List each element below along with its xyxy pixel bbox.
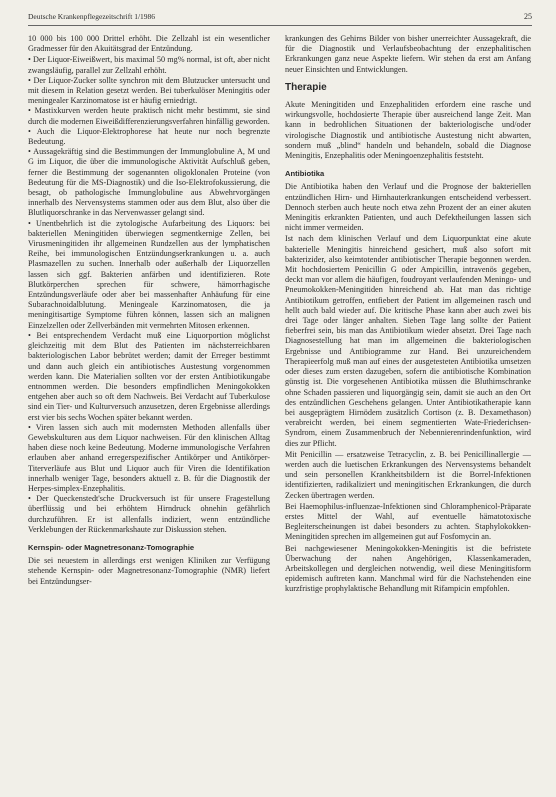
list-item: • Der Liquor-Zucker sollte synchron mit dem Blutzucker untersucht und mit diesem in Relation gesetzt werden. Bei tuberkulöser Meningitis oder meningealer Karzinomatose ist er häufig erniedrigt. xyxy=(28,76,270,107)
list-item: • Aussagekräftig sind die Bestimmungen der Immunglobuline A, M und G im Liquor, die über die immunologische Aktivität Aufschluß geben, ferner die Bestimmung der sogenannten oligoklonalen Proteine (von Bedeutung für die MS-Diagnostik) und die Iso-Elektrofokussierung, die besagt, ob pathologische Immunglobuline aus Abwehrvorgängen innerhalb des Nervensystems stammen oder aus dem Blut, also über die Blutliquorschranke in das Nervenwasser gelangt sind. xyxy=(28,147,270,218)
list-item: • Viren lassen sich auch mit modernsten Methoden allenfalls über Gewebskulturen aus dem Liquor nachweisen. Für den klinischen Alltag haben diese noch keine Bedeutung. Moderne immunologische Verfahren erlauben aber anhand erregerspezifischer Antikörper und Antikörper-Titerverläufe aus Blut und Liquor auch für Viren die Identifikation innerhalb weniger Tage, besonders aktuell z. B. für die Diagnostik der Herpes-simplex-Enzephalitis. xyxy=(28,423,270,494)
right-intro-paragraph: krankungen des Gehirns Bilder von bisher unerreichter Aussagekraft, die für die Diagnostik und Verlaufsbeobachtung der enzephalitischen Erkrankungen ganz neue Aspekte liefern. Wir stehen da erst am Anfang neuer Einsichten und Entwicklungen. xyxy=(285,34,531,74)
list-item: • Unentbehrlich ist die zytologische Aufarbeitung des Liquors: bei bakteriellen Meningitiden überwiegen segmentkernige Zellen, bei Virusmeningitiden ihr allgemeinen Rundzellen aus der lymphatischen Reihe, bei immunologischen Entzündungserkrankungen u. a. auch Plasmazellen zu suchen. Innerhalb oder außerhalb der Liquorzellen lassen sich ggf. Bakterien anfärben und identifizieren. Rote Blutkörperchen sprechen für schwere, hämorrhagische Entzündungsverläufe oder aber bei massenhafter Anhäufung für eine Subarachnoidalblutung. Meningeale Karzinomatosen, die ja meningitisartige Symptome führen können, lassen sich an malignen Einzelzellen oder Zellverbänden mit vermehrten Mitosen erkennen. xyxy=(28,219,270,331)
antibiotika-paragraph: Bei Haemophilus-influenzae-Infektionen sind Chloramphenicol-Präparate erstes Mittel der Wahl, auf eventuelle hämatotoxische Begleiterscheinungen ist dabei besonders zu achten. Staphylokokken-Meningitiden sprechen im allgemeinen gut auf Fosfomycin an. xyxy=(285,501,531,542)
list-item: • Mastixkurven werden heute praktisch nicht mehr bestimmt, sie sind durch die modernen Eiweißdifferenzierungsverfahren hinfällig geworden. xyxy=(28,106,270,126)
left-intro-paragraph: 10 000 bis 100 000 Drittel erhöht. Die Zellzahl ist ein wesentlicher Gradmesser für den Akuitätsgrad der Entzündung. xyxy=(28,34,270,54)
list-item: • Auch die Liquor-Elektrophorese hat heute nur noch begrenzte Bedeutung. xyxy=(28,127,270,147)
left-column xyxy=(28,34,270,588)
antibiotika-paragraph: Bei nachgewiesener Meningokokken-Meningitis ist die befristete Überwachung der nahen Angehörigen, Klassenkameraden, Arbeitskollegen und dergleichen notwendig, weil diese Meningitisform epidemisch auftreten kann. Manchmal wird für die Nachstehenden eine kurzfristige prophylaktische Behandlung mit Rifampicin empfohlen. xyxy=(285,543,531,594)
therapie-paragraph: Akute Meningitiden und Enzephalitiden erfordern eine rasche und wirkungsvolle, hochdosierte Therapie über ausreichend lange Zeit. Man kann in bedrohlichen Situationen der bakteriologische und/oder virologische Diagnostik und antibiotische Austestung nicht abwarten, sondern muß „blind“ handeln und behandeln, sobald die Diagnose Meningitis, Enzephalitis oder Meningoenzephalitis feststeht. xyxy=(285,100,531,161)
page-number: 25 xyxy=(524,12,532,21)
page-header xyxy=(28,12,532,26)
section-heading-therapie: Therapie xyxy=(285,81,327,93)
list-item: • Der Queckenstedt'sche Druckversuch ist für unsere Fragestellung überflüssig und bei erhöhtem Hirndruck ohnehin gefährlich durchzuführen. Er ist allenfalls indiziert, wenn entzündliche Verklebungen der Rückenmarkshaute zur Diskussion stehen. xyxy=(28,494,270,535)
right-column xyxy=(285,34,531,596)
kernspin-paragraph: Die sei neuestem in allerdings erst wenigen Kliniken zur Verfügung stehende Kernspin- oder Magnetresonanz-Tomographie (NMR) liefert bei Entzündungser- xyxy=(28,556,270,586)
list-item: • Bei entsprechendem Verdacht muß eine Liquorportion möglichst gleichzeitig mit dem Blut des Patienten im nächsterreichbaren bakteriologischen Labor bebrütet werden; damit der Erreger bestimmt und dann auch gleich ein antibiotisches Austestung vorgenommen werden kann. Die Materialien sollten vor der ersten Antibiotikungabe entnommen werden. Die besonders empfindlichen Meningokokken entgehen aber auch so oft dem Nachweis. Bei Verdacht auf Tuberkulose sind ein Tier- und Kulturversuch anzusetzen, deren Ergebnisse allerdings erst vier bis sechs Wochen später bekannt werden. xyxy=(28,331,270,423)
antibiotika-paragraph: Die Antibiotika haben den Verlauf und die Prognose der bakteriellen entzündlichen Hirn- und Hirnhauterkrankungen entscheidend verbessert. Dennoch sterben auch heute noch etwa zehn Prozent der an einer akuten Meningitis erkrankten Patienten, und auch Defektheilungen lassen sich nicht immer vermeiden. xyxy=(285,182,531,233)
list-item: • Der Liquor-Eiweißwert, bis maximal 50 mg% normal, ist oft, aber nicht zwangsläufig, parallel zur Zellzahl erhöht. xyxy=(28,55,270,75)
section-heading-kernspin: Kernspin- oder Magnetresonanz-Tomographie xyxy=(28,542,195,552)
antibiotika-paragraph: Ist nach dem klinischen Verlauf und dem Liquorpunktat eine akute bakterielle Meningitis hinreichend gesichert, muß also sofort mit bakterizider, also keimtotender antibiotischer Therapie begonnen werden. Mit hochdosiertem Penicillin G oder Ampicillin, intravenös gegeben, deckt man vor allem die häufigen, foudroyant verlaufenden Meningo- und Pneumokokken-Meningitiden hinreichend ab. Hat man das richtige Antibiotikum getroffen, entfiebert der Patient im allgemeinen rasch und hellt auch bald wieder auf. Die kritische Phase kann aber auch zwei bis drei Tage oder länger anhalten. Sieben Tage lang sollte der Patient fieberfrei sein, bis man das Antibiotikum wieder absetzt. Drei Tage nach Diagnosestellung hat man im allgemeinen die bakteriologischen Ergebnisse und Antibiogramme zur Hand. Bei unzureichendem Therapieerfolg muß man auf eines der ausgetesteten Antibiotika umsetzen oder dieses zum ersten dazugeben, sofern die antibiotische Kombination günstig ist. Die vorgesehenen Antibiotika müssen die Bluthirnschranke ohne Schaden passieren und liquorgängig sein, damit sie auch an den Ort des entzündlichen Geschehens gelangen. Unter Antibiotikatherapie kann bei ausgeprägtem Hirnödem zusätzlich Cortison (z. B. Dexamethason) verabreicht werden, bei einem segmentierten Wate-Friederichsen-Syndrom, einem Zusammenbruch der Nebennierenrindenfunktion, wird dies zur Pflicht. xyxy=(285,234,531,448)
header-rule xyxy=(28,25,532,26)
antibiotika-paragraph: Mit Penicillin — ersatzweise Tetracyclin, z. B. bei Penicillinallergie — werden auch die luetischen Erkrankungen des Nervensystems behandelt und sein personellen Krankheitsbildern ist die Borrel-Infektionen identifizierten, radikaliziert und meningitischen Erkrankungen, die durch Zecken übertragen werden. xyxy=(285,449,531,500)
section-heading-antibiotika: Antibiotika xyxy=(285,169,325,179)
journal-name: Deutsche Krankenpflegezeitschrift 1/1986 xyxy=(28,12,156,21)
liquor-findings-list xyxy=(28,55,270,535)
